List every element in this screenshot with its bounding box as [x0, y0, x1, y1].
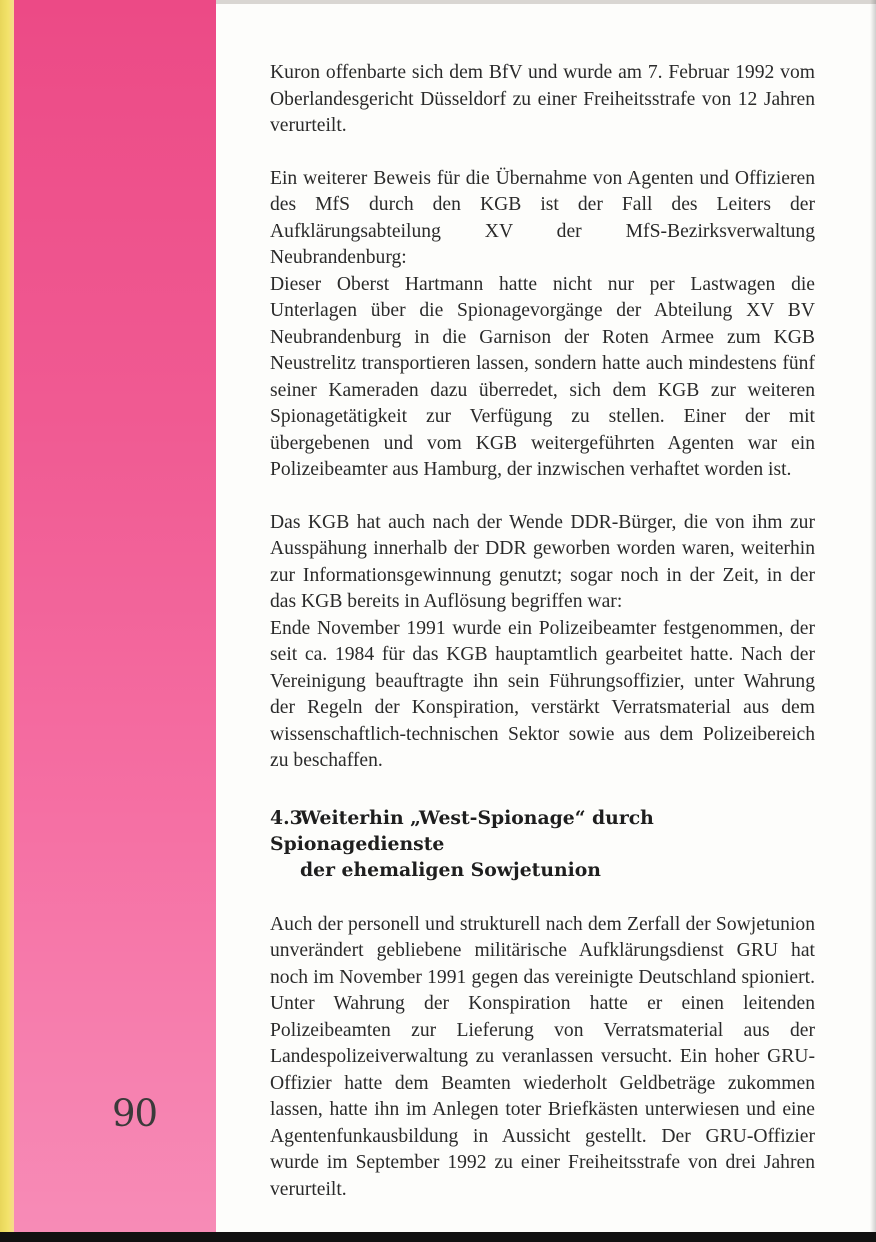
- paragraph-wende: Das KGB hat auch nach der Wende DDR-Bürger, die von ihm zur Ausspähung innerhalb der DDR geworben worden waren, weiterhin zur Informationsgewinnung genutzt; sogar noch in der Zeit, in der das KGB bereits in Auflösung begriffen war:: [270, 511, 815, 612]
- paragraph-hartmann: Dieser Oberst Hartmann hatte nicht nur per Lastwagen die Unterlagen über die Spionagevorgänge der Abteilung XV BV Neubrandenburg in die Garnison der Roten Armee zum KGB Neustrelitz transportieren lassen, sondern hatte auch mindestens fünf seiner Kameraden dazu überredet, sich dem KGB zur weiteren Spionagetätigkeit zur Verfügung zu stellen. Einer der mit übergebenen und vom KGB weitergeführten Agenten war ein Polizeibeamter aus Hamburg, der inzwischen verhaftet worden ist.: [270, 273, 815, 480]
- paragraph-kuron: Kuron offenbarte sich dem BfV und wurde am 7. Februar 1992 vom Oberlandesgericht Düsseldorf zu einer Freiheitsstrafe von 12 Jahren verurteilt.: [270, 62, 815, 136]
- section-heading: [270, 805, 815, 883]
- page-number: 90: [112, 1092, 158, 1135]
- paragraph-gru: Auch der personell und strukturell nach dem Zerfall der Sowjetunion unverändert gebliebene militärische Aufklärungsdienst GRU hat noch im November 1991 gegen das vereinigte Deutschland spioniert. Unter Wahrung der Konspiration hatte er einen leitenden Polizeibeamten zur Lieferung von Verratsmaterial aus der Landespolizeiverwaltung zu veranlassen versucht. Ein hoher GRU-Offizier hatte dem Beamten wiederholt Geldbeträge zukommen lassen, hatte ihn im Anlegen toter Briefkästen unterwiesen und eine Agentenfunkausbildung in Aussicht gestellt. Der GRU-Offizier wurde im September 1992 zu einer Freiheitsstrafe von drei Jahren verurteilt.: [270, 913, 815, 1200]
- paragraph-november-1991: Ende November 1991 wurde ein Polizeibeamter festgenommen, der seit ca. 1984 für das KGB hauptamtlich gearbeitet hatte. Nach der Vereinigung beauftragte ihn sein Führungsoffizier, unter Wahrung der Regeln der Konspiration, verstärkt Verratsmaterial aus dem wissenschaftlich-technischen Sektor sowie aus dem Polizeibereich zu beschaffen.: [270, 617, 815, 771]
- bottom-edge-bar: [0, 1232, 876, 1242]
- section-title-line2: der ehemaligen Sowjetunion: [300, 858, 601, 881]
- section-number: 4.3: [270, 806, 303, 829]
- right-edge-shadow: [870, 0, 876, 1242]
- body-text-column: [270, 60, 815, 1203]
- section-title-line1: Weiterhin „West-Spionage“ durch Spionagedienste: [270, 806, 654, 855]
- paragraph-beweis: Ein weiterer Beweis für die Übernahme von Agenten und Offizieren des MfS durch den KGB ist der Fall des Leiters der Aufklärungsabteilung XV der MfS-Bezirksverwaltung Neubrandenburg:: [270, 167, 815, 268]
- pink-margin-band: [14, 0, 216, 1242]
- page-edge-strip: [0, 0, 14, 1242]
- top-edge-rule: [216, 0, 876, 4]
